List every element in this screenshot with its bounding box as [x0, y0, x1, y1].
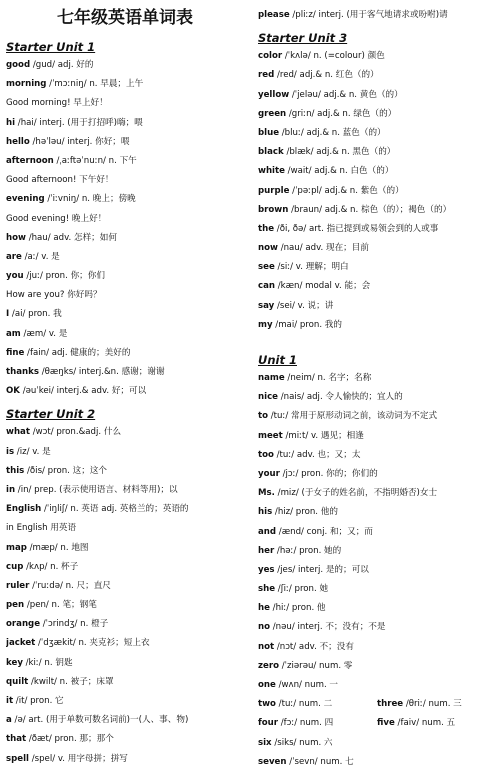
right-sections — [258, 29, 496, 772]
vocab-word: black — [258, 147, 284, 158]
vocab-definition: /ʃiː/ pron. 她 — [275, 584, 329, 595]
vocab-definition: /ˈiŋliʃ/ n. 英语 adj. 英格兰的；英语的 — [41, 504, 189, 515]
vocab-entry — [377, 695, 496, 714]
vocab-word: yes — [258, 564, 275, 575]
vocab-definition: /sei/ v. 说；讲 — [274, 300, 334, 311]
vocab-word: how — [6, 232, 26, 243]
vocab-word: not — [258, 641, 275, 652]
vocab-word: hi — [6, 117, 16, 128]
vocab-word: now — [258, 243, 278, 254]
vocab-entry — [258, 201, 496, 220]
vocab-word: you — [6, 271, 24, 282]
vocab-entry — [6, 577, 244, 596]
vocab-entry — [258, 66, 496, 85]
vocab-entry — [6, 711, 244, 730]
vocab-word: what — [6, 427, 30, 438]
vocab-word: brown — [258, 204, 289, 215]
vocab-definition: /ænd/ conj. 和；又；而 — [276, 526, 373, 537]
vocab-definition: /pen/ n. 笔；钢笔 — [24, 600, 97, 611]
vocab-entry — [6, 673, 244, 692]
vocab-definition: /ˌaːftəˈnuːn/ n. 下午 — [53, 155, 137, 166]
vocab-word: thanks — [6, 367, 39, 377]
vocab-entry — [258, 446, 496, 465]
vocab-word: my — [258, 319, 273, 330]
phrase-entry — [6, 94, 244, 113]
vocab-word: zero — [258, 660, 279, 671]
vocab-entry — [258, 657, 496, 676]
vocab-entry — [258, 316, 496, 335]
vocab-word: five — [377, 718, 395, 729]
vocab-entry — [258, 695, 377, 714]
phrase-entry — [6, 171, 244, 190]
vocab-definition: /æm/ v. 是 — [20, 328, 68, 339]
vocab-entry — [6, 229, 244, 248]
vocab-word: a — [6, 715, 12, 726]
vocab-definition: /tuː/ 常用于原形动词之前，该动词为不定式 — [268, 411, 438, 422]
vocab-entry — [6, 114, 244, 133]
vocab-word: spell — [6, 753, 29, 764]
vocab-word: too — [258, 449, 274, 460]
vocab-definition: /ðæt/ pron. 那；那个 — [26, 734, 114, 745]
vocab-word: name — [258, 373, 285, 383]
vocab-definition: /θæŋks/ interj.&n. 感谢；谢谢 — [38, 367, 165, 377]
right-column — [258, 0, 496, 772]
vocab-definition: /miz/ (于女子的姓名前，不指明婚否)女士 — [274, 488, 438, 499]
vocab-entry — [6, 325, 244, 344]
vocab-entry — [6, 56, 244, 75]
vocab-definition: /kæn/ modal v. 能；会 — [275, 281, 371, 292]
left-column — [6, 0, 244, 769]
vocab-word: English — [6, 504, 42, 515]
vocab-definition: /ai/ pron. 我 — [9, 309, 62, 320]
vocab-word: afternoon — [6, 155, 54, 166]
vocab-entry — [258, 277, 496, 296]
vocab-definition: /ˈmɔːniŋ/ n. 早晨；上午 — [46, 79, 144, 90]
unit-heading: Unit 1 — [258, 353, 297, 367]
vocab-entry — [258, 427, 496, 446]
vocab-definition: /ˈruːdə/ n. 尺；直尺 — [29, 580, 111, 591]
vocab-entry — [258, 6, 496, 25]
vocab-word: cup — [6, 561, 24, 572]
vocab-entry — [258, 676, 496, 695]
vocab-definition: /hiː/ pron. 他 — [269, 603, 326, 614]
vocab-definition: /spel/ v. 用字母拼；拼写 — [29, 753, 128, 764]
vocab-entry — [258, 599, 496, 618]
vocab-word: green — [258, 108, 287, 119]
vocab-word: say — [258, 300, 275, 311]
phrase-entry — [6, 286, 244, 305]
vocab-entry — [258, 388, 496, 407]
vocab-definition: /mai/ pron. 我的 — [272, 319, 342, 330]
phrase-text: Good evening! 晚上好！ — [6, 213, 107, 224]
vocab-entry — [6, 423, 244, 442]
vocab-entry — [6, 152, 244, 171]
vocab-entry — [258, 734, 496, 753]
vocab-word: one — [258, 680, 276, 690]
vocab-entry — [6, 248, 244, 267]
vocab-definition: /ə/ art. (用于单数可数名词前)一(人、事、物) — [11, 715, 189, 726]
vocab-word: that — [6, 734, 27, 745]
vocab-entry — [258, 618, 496, 637]
vocab-word: meet — [258, 430, 283, 441]
vocab-entry — [258, 542, 496, 561]
vocab-definition: /nais/ adj. 令人愉快的；宜人的 — [278, 392, 403, 403]
vocab-definition: /bluː/ adj.& n. 蓝色（的） — [279, 127, 386, 138]
vocab-word: this — [6, 465, 25, 476]
vocab-word: please — [258, 10, 290, 20]
vocab-definition: /jes/ interj. 是的；可以 — [274, 564, 369, 575]
vocab-definition: /həː/ pron. 她的 — [274, 545, 342, 556]
vocab-definition: /kiː/ n. 钥匙 — [22, 657, 73, 668]
vocab-word: he — [258, 603, 270, 614]
vocab-word: the — [258, 223, 275, 234]
vocab-entry — [6, 305, 244, 324]
vocab-word: key — [6, 657, 23, 668]
vocab-entry — [6, 344, 244, 363]
vocab-word: I — [6, 309, 10, 320]
vocab-word: two — [258, 699, 276, 710]
vocab-word: blue — [258, 127, 280, 138]
vocab-word: jacket — [6, 638, 36, 649]
vocab-word: morning — [6, 79, 47, 90]
vocab-definition: /faiv/ num. 五 — [394, 718, 456, 729]
vocab-definition: /nau/ adv. 现在；目前 — [277, 243, 369, 254]
vocab-entry — [6, 634, 244, 653]
vocab-entry — [6, 382, 244, 401]
vocab-definition: /ˈdʒækit/ n. 夹克衫；短上衣 — [35, 638, 150, 649]
vocab-entry — [6, 443, 244, 462]
vocab-definition: /ˈɔrindʒ/ n. 橙子 — [40, 619, 109, 630]
vocab-entry — [258, 523, 496, 542]
vocab-word: can — [258, 281, 276, 292]
vocab-definition: /əuˈkei/ interj.& adv. 好；可以 — [19, 386, 147, 397]
phrase-text: in English 用英语 — [6, 523, 77, 534]
vocab-entry — [258, 465, 496, 484]
vocab-entry — [258, 561, 496, 580]
vocab-entry — [258, 407, 496, 426]
vocab-definition: /mæp/ n. 地图 — [26, 542, 89, 553]
unit-heading: Starter Unit 2 — [6, 407, 96, 422]
vocab-entry — [6, 615, 244, 634]
vocab-entry — [258, 143, 496, 162]
vocab-definition: /red/ adj.& n. 红色（的） — [274, 70, 379, 81]
vocab-definition: /həˈləu/ interj. 你好；喂 — [29, 136, 130, 147]
vocab-entry — [258, 484, 496, 503]
vocab-entry — [6, 267, 244, 286]
vocab-definition: /tuː/ adv. 也；又；太 — [273, 449, 361, 460]
unit-heading: Starter Unit 3 — [258, 31, 348, 46]
vocab-entry — [377, 714, 496, 733]
vocab-word: six — [258, 737, 272, 748]
unit-heading: Starter Unit 1 — [6, 40, 96, 54]
vocab-definition: /kʌp/ n. 杯子 — [23, 561, 79, 572]
vocab-definition: /ði, ðə/ art. 指已提到或易领会到的人或事 — [274, 223, 439, 234]
page-title: 七年级英语单词表 — [57, 8, 193, 28]
vocab-word: in — [6, 484, 16, 495]
phrase-text: Good morning! 早上好！ — [6, 98, 108, 109]
vocab-definition: /pliːz/ interj. (用于客气地请求或吩咐)请 — [289, 10, 448, 20]
vocab-word: purple — [258, 185, 290, 196]
vocab-definition: /hau/ adv. 怎样；如何 — [25, 232, 117, 243]
vocab-entry — [258, 369, 496, 388]
vocab-entry — [258, 162, 496, 181]
vocab-word: pen — [6, 600, 25, 611]
vocab-definition: /ˈsevn/ num. 七 — [286, 756, 354, 767]
vocab-word: color — [258, 51, 283, 62]
vocab-entry — [258, 47, 496, 66]
vocab-word: his — [258, 507, 273, 518]
vocab-entry — [258, 258, 496, 277]
vocab-word: it — [6, 696, 14, 706]
vocab-entry — [258, 753, 496, 772]
vocab-definition: /in/ prep. (表示使用语言、材料等用)；以 — [15, 484, 178, 495]
vocab-definition: /jɔː/ pron. 你的；你们的 — [279, 468, 378, 479]
vocab-word: quilt — [6, 676, 29, 687]
vocab-word: your — [258, 468, 280, 479]
vocab-word: orange — [6, 619, 41, 630]
vocab-entry — [6, 462, 244, 481]
vocab-entry — [6, 190, 244, 209]
vocab-definition: /gud/ adj. 好的 — [30, 60, 94, 70]
vocab-word: red — [258, 70, 275, 81]
vocab-definition: /nəu/ interj. 不；没有；不是 — [270, 622, 386, 633]
vocab-definition: /ˈjeləu/ adj.& n. 黄色（的） — [289, 89, 403, 100]
vocab-definition: /kwilt/ n. 被子；床罩 — [28, 676, 114, 687]
vocab-entry — [6, 558, 244, 577]
vocab-word: four — [258, 718, 278, 729]
vocab-definition: /neim/ n. 名字；名称 — [284, 373, 372, 383]
vocab-word: OK — [6, 386, 20, 397]
vocab-word: three — [377, 699, 404, 710]
vocab-entry — [6, 363, 244, 382]
vocab-entry — [6, 75, 244, 94]
vocab-word: no — [258, 622, 271, 633]
vocab-definition: /juː/ pron. 你；你们 — [23, 271, 105, 282]
vocab-entry — [6, 596, 244, 615]
vocab-definition: /wɔt/ pron.&adj. 什么 — [29, 427, 122, 438]
vocab-definition: /hiz/ pron. 他的 — [272, 507, 338, 518]
vocab-definition: /siː/ v. 理解；明白 — [274, 262, 349, 273]
vocab-word: Ms. — [258, 488, 275, 499]
vocab-definition: /griːn/ adj.& n. 绿色（的） — [286, 108, 397, 119]
vocab-entry — [258, 220, 496, 239]
vocab-definition: /θriː/ num. 三 — [403, 699, 462, 710]
vocab-entry — [6, 539, 244, 558]
vocab-definition: /it/ pron. 它 — [13, 696, 64, 706]
vocab-entry — [6, 750, 244, 769]
vocab-pair-row — [258, 714, 496, 733]
vocab-word: seven — [258, 756, 287, 767]
vocab-definition: /ðis/ pron. 这；这个 — [24, 465, 108, 476]
vocab-word: evening — [6, 194, 45, 205]
vocab-word: yellow — [258, 89, 290, 100]
vocab-entry — [6, 654, 244, 673]
vocab-definition: /ˈpəːpl/ adj.& n. 紫色（的） — [289, 185, 404, 196]
vocab-entry — [6, 730, 244, 749]
vocab-word: are — [6, 251, 22, 262]
vocab-definition: /nɔt/ adv. 不；没有 — [274, 641, 354, 652]
vocab-entry — [258, 105, 496, 124]
vocab-definition: /ˈiːvniŋ/ n. 晚上；傍晚 — [44, 194, 136, 205]
vocab-word: she — [258, 584, 276, 595]
vocab-definition: /wʌn/ num. 一 — [275, 680, 338, 690]
vocab-definition: /hai/ interj. (用于打招呼)嗨；喂 — [15, 117, 143, 128]
vocab-entry — [258, 239, 496, 258]
vocab-definition: /ˈziərəu/ num. 零 — [278, 660, 353, 671]
vocab-entry — [258, 580, 496, 599]
vocab-word: to — [258, 411, 269, 422]
vocab-definition: /ˈkʌlə/ n. (=colour) 颜色 — [282, 51, 385, 62]
vocab-definition: /siks/ num. 六 — [271, 737, 333, 748]
vocab-entry — [258, 124, 496, 143]
vocab-word: white — [258, 166, 285, 177]
phrase-text: Good afternoon! 下午好！ — [6, 175, 114, 186]
vocab-entry — [258, 714, 377, 733]
section-gap — [258, 335, 496, 347]
vocab-entry — [6, 500, 244, 519]
left-sections — [6, 38, 244, 769]
vocab-word: is — [6, 446, 15, 457]
phrase-entry — [6, 519, 244, 538]
vocab-word: see — [258, 262, 275, 273]
vocab-word: ruler — [6, 580, 30, 591]
vocab-definition: /blæk/ adj.& n. 黑色（的） — [283, 147, 396, 158]
vocab-definition: /fain/ adj. 健康的；美好的 — [24, 347, 131, 358]
vocab-definition: /miːt/ v. 遇见；相逢 — [282, 430, 364, 441]
vocab-word: map — [6, 542, 27, 553]
phrase-text: How are you? 你好吗？ — [6, 290, 102, 301]
vocab-definition: /braun/ adj.& n. 棕色（的）；褐色（的） — [288, 204, 452, 215]
vocab-definition: /tuː/ num. 二 — [275, 699, 333, 710]
vocab-word: fine — [6, 347, 25, 358]
vocab-definition: /aː/ v. 是 — [21, 251, 60, 262]
vocab-word: and — [258, 526, 277, 537]
phrase-entry — [6, 210, 244, 229]
vocab-entry — [6, 692, 244, 711]
vocab-entry — [258, 503, 496, 522]
vocab-entry — [258, 297, 496, 316]
vocab-definition: /iz/ v. 是 — [14, 446, 51, 457]
vocab-word: good — [6, 60, 31, 70]
vocab-definition: /wait/ adj.& n. 白色（的） — [284, 166, 394, 177]
vocab-entry — [258, 86, 496, 105]
vocab-word: her — [258, 545, 275, 556]
vocab-entry — [258, 638, 496, 657]
vocab-word: nice — [258, 392, 278, 403]
vocab-definition: /fɔː/ num. 四 — [278, 718, 334, 729]
vocab-word: am — [6, 328, 21, 339]
vocab-entry — [6, 133, 244, 152]
vocab-pair-row — [258, 695, 496, 714]
vocab-entry — [258, 182, 496, 201]
vocab-word: hello — [6, 136, 30, 147]
vocab-entry — [6, 481, 244, 500]
